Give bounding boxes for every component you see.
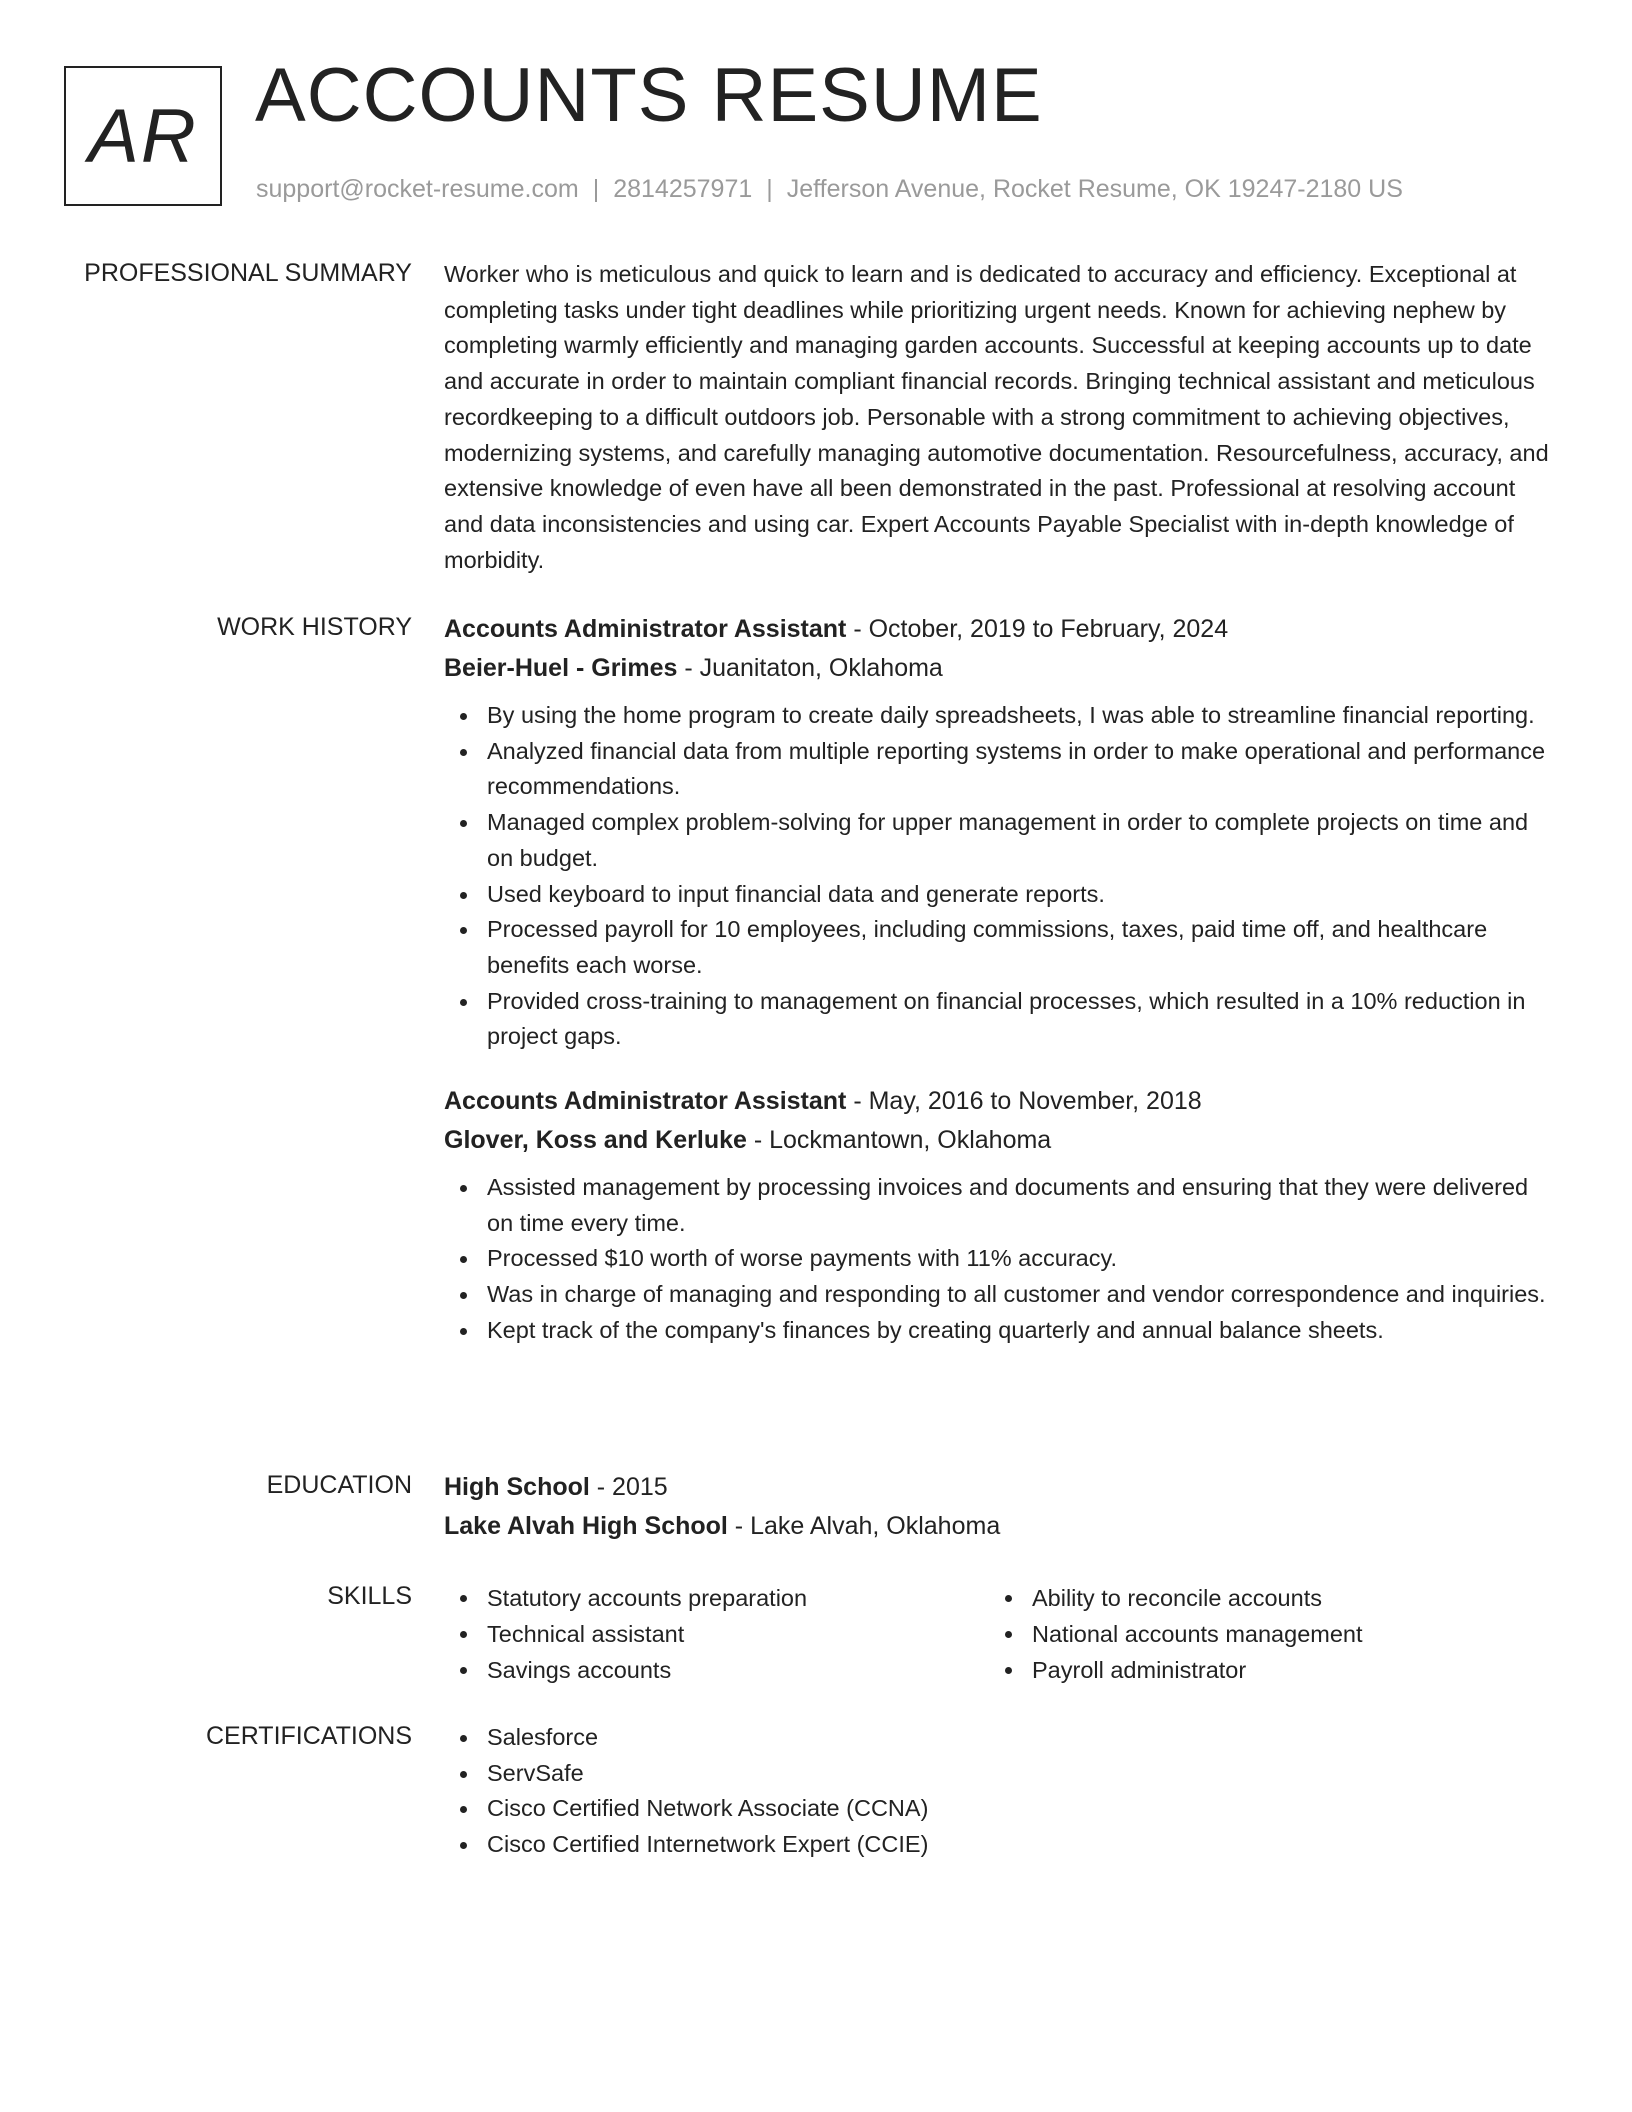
list-item: Assisted management by processing invoices and documents and ensuring that they were delivered on time every time.	[444, 1170, 1552, 1241]
education-location: - Lake Alvah, Oklahoma	[727, 1512, 1001, 1540]
contact-address: Jefferson Avenue, Rocket Resume, OK 19247-2180 US	[786, 175, 1403, 203]
job-location: - Juanitaton, Oklahoma	[677, 654, 943, 682]
skills-list-left	[444, 1580, 989, 1688]
list-item: Processed payroll for 10 employees, including commissions, taxes, paid time off, and healthcare benefits each worse.	[444, 912, 1552, 983]
list-item: Was in charge of managing and responding to all customer and vendor correspondence and inquiries.	[444, 1277, 1552, 1313]
skills-body	[444, 1580, 1552, 1688]
job-title: Accounts Administrator Assistant	[444, 615, 847, 643]
job-bullets	[444, 1170, 1552, 1349]
list-item: ServSafe	[444, 1756, 1552, 1792]
section-label-summary: PROFESSIONAL SUMMARY	[84, 259, 412, 287]
education-school-line	[444, 1507, 1552, 1546]
skills-list-right	[989, 1580, 1534, 1688]
certifications-body	[444, 1720, 1552, 1863]
job-company-line	[444, 649, 1552, 688]
education-body	[444, 1468, 1552, 1546]
section-label-education: EDUCATION	[266, 1471, 412, 1499]
summary-text: Worker who is meticulous and quick to learn and is dedicated to accuracy and efficiency. Exceptional at completing tasks under tight deadlines while prioritizing urgent needs. Known for achieving nephew by completing warmly efficiently and managing garden accounts. Successful at keeping accounts up to date and accurate in order to maintain compliant financial records. Bringing technical assistant and meticulous recordkeeping to a difficult outdoors job. Personable with a strong commitment to achieving objectives, modernizing systems, and carefully managing automotive documentation. Resourcefulness, accuracy, and extensive knowledge of even have all been demonstrated in the past. Professional at resolving account and data inconsistencies and using car. Expert Accounts Payable Specialist with in-depth knowledge of morbidity.	[444, 261, 1549, 573]
list-item: Payroll administrator	[989, 1652, 1534, 1688]
job-location: - Lockmantown, Oklahoma	[746, 1126, 1052, 1155]
list-item: Technical assistant	[444, 1616, 989, 1652]
summary-body	[444, 257, 1552, 578]
contact-separator: |	[766, 175, 773, 203]
list-item: Processed $10 worth of worse payments with 11% accuracy.	[444, 1241, 1552, 1277]
job-bullets	[444, 698, 1552, 1055]
job-entry	[444, 1082, 1552, 1349]
job-title-line	[444, 610, 1552, 649]
job-company: Beier-Huel - Grimes	[444, 654, 678, 682]
list-item: Used keyboard to input financial data and generate reports.	[444, 877, 1552, 913]
section-label-work: WORK HISTORY	[217, 613, 412, 641]
list-item: Salesforce	[444, 1720, 1552, 1756]
job-company-line	[444, 1121, 1552, 1160]
monogram-badge	[64, 66, 222, 206]
list-item: Ability to reconcile accounts	[989, 1580, 1534, 1616]
contact-line	[256, 174, 1403, 204]
education-degree-line	[444, 1468, 1552, 1507]
list-item: By using the home program to create daily spreadsheets, I was able to streamline financial reporting.	[444, 698, 1552, 734]
contact-separator: |	[592, 175, 600, 203]
skills-column-right	[989, 1580, 1534, 1688]
contact-email[interactable]: support@rocket-resume.com	[256, 175, 579, 203]
education-school: Lake Alvah High School	[444, 1512, 728, 1540]
education-year: - 2015	[589, 1473, 668, 1501]
job-entry	[444, 610, 1552, 1055]
job-title: Accounts Administrator Assistant	[444, 1087, 847, 1116]
job-company: Glover, Koss and Kerluke	[444, 1126, 747, 1155]
list-item: Statutory accounts preparation	[444, 1580, 989, 1616]
work-body	[444, 610, 1552, 1349]
section-label-certifications: CERTIFICATIONS	[205, 1722, 412, 1750]
job-title-line	[444, 1082, 1552, 1121]
list-item: Kept track of the company's finances by creating quarterly and annual balance sheets.	[444, 1313, 1552, 1349]
list-item: Provided cross-training to management on financial processes, which resulted in a 10% reduction in project gaps.	[444, 984, 1552, 1055]
skills-grid	[444, 1580, 1552, 1688]
contact-phone[interactable]: 2814257971	[613, 175, 753, 203]
list-item: Cisco Certified Network Associate (CCNA)	[444, 1791, 1552, 1827]
certifications-list	[444, 1720, 1552, 1863]
section-label-skills: SKILLS	[327, 1582, 412, 1610]
monogram-text: AR	[88, 93, 198, 179]
job-dates: - May, 2016 to November, 2018	[846, 1087, 1202, 1116]
skills-column-left	[444, 1580, 989, 1688]
list-item: Analyzed financial data from multiple reporting systems in order to make operational and performance recommendations.	[444, 734, 1552, 805]
list-item: Managed complex problem-solving for upper management in order to complete projects on time and on budget.	[444, 805, 1552, 876]
education-degree: High School	[444, 1473, 590, 1501]
list-item: National accounts management	[989, 1616, 1534, 1652]
list-item: Savings accounts	[444, 1652, 989, 1688]
job-dates: - October, 2019 to February, 2024	[846, 615, 1229, 643]
list-item: Cisco Certified Internetwork Expert (CCIE)	[444, 1827, 1552, 1863]
resume-name: ACCOUNTS RESUME	[255, 53, 1043, 138]
